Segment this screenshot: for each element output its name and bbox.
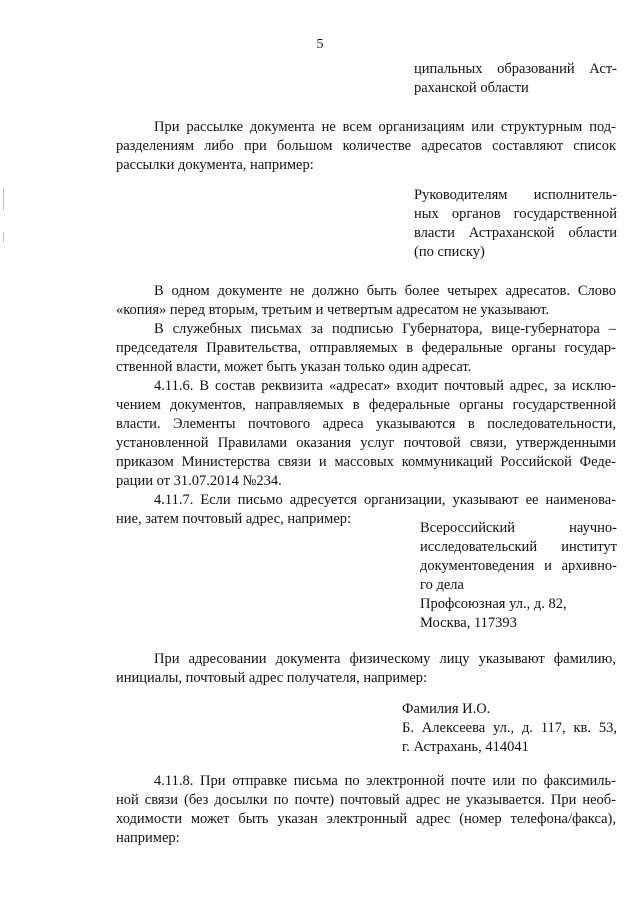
text-line: ственной власти, может быть указан только один адресат. [116, 359, 472, 375]
text-line: чением документов, направляемых в федеральные органы государственной [116, 397, 616, 413]
page-number: 5 [316, 37, 324, 52]
text-line: (по списку) [414, 244, 485, 260]
text-line: ципальных образований Аст- [414, 61, 617, 77]
text-line: рации от 31.07.2014 №234. [116, 473, 282, 489]
text-line: инициалы, почтовый адрес получателя, например: [116, 670, 428, 686]
text-line: рассылки документа, например: [116, 157, 314, 173]
text-line: председателя Правительства, отправляемых в федеральные органы государ- [116, 340, 616, 356]
text-line: В служебных письмах за подписью Губернатора, вице-губернатора – [154, 321, 616, 337]
text-line: Руководителям исполнитель- [414, 187, 617, 203]
text-line: 4.11.7. Если письмо адресуется организации, указывают ее наименова- [154, 492, 616, 508]
text-line: документоведения и архивно- [420, 558, 617, 574]
text-line: 4.11.6. В состав реквизита «адресат» входит почтовый адрес, за исклю- [154, 378, 616, 394]
text-line: ной связи (без досылки по почте) почтовый адрес не указывается. При необ- [116, 792, 616, 808]
text-line: При адресовании документа физическому лицу указывают фамилию, [154, 651, 616, 667]
text-line: ние, затем почтовый адрес, например: [116, 511, 352, 527]
text-line: Москва, 117393 [420, 615, 517, 631]
text-line: В одном документе не должно быть более четырех адресатов. Слово [154, 283, 616, 299]
text-line: ных органов государственной [414, 206, 617, 222]
text-line: исследовательский институт [420, 539, 617, 555]
text-line: 4.11.8. При отправке письма по электронной почте или по факсимиль- [154, 773, 616, 789]
text-line: власти. Элементы почтового адреса указываются в последовательности, [116, 416, 616, 432]
text-line: Фамилия И.О. [402, 701, 491, 717]
text-line: Профсоюзная ул., д. 82, [420, 596, 567, 612]
text-line: установленной Правилами оказания услуг почтовой связи, утвержденными [116, 435, 616, 451]
text-line: приказом Министерства связи и массовых коммуникаций Российской Феде- [116, 454, 616, 470]
text-line: го дела [420, 577, 464, 593]
text-line: ходимости может быть указан электронный адрес (номер телефона/факса), [116, 811, 616, 827]
text-line: При рассылке документа не всем организациям или структурным под- [154, 119, 616, 135]
text-line: разделениям либо при большом количестве адресатов составляют список [116, 138, 616, 154]
text-line: раханской области [414, 80, 529, 96]
text-line: «копия» перед вторым, третьим и четвертым адресатом не указывают. [116, 302, 550, 318]
scan-margin-mark [3, 232, 4, 242]
text-line: г. Астрахань, 414041 [402, 739, 529, 755]
scan-margin-mark [3, 188, 4, 210]
text-line: власти Астраханской области [414, 225, 617, 241]
text-line: например: [116, 830, 180, 846]
text-line: Б. Алексеева ул., д. 117, кв. 53, [402, 720, 617, 736]
text-line: Всероссийский научно- [420, 520, 617, 536]
